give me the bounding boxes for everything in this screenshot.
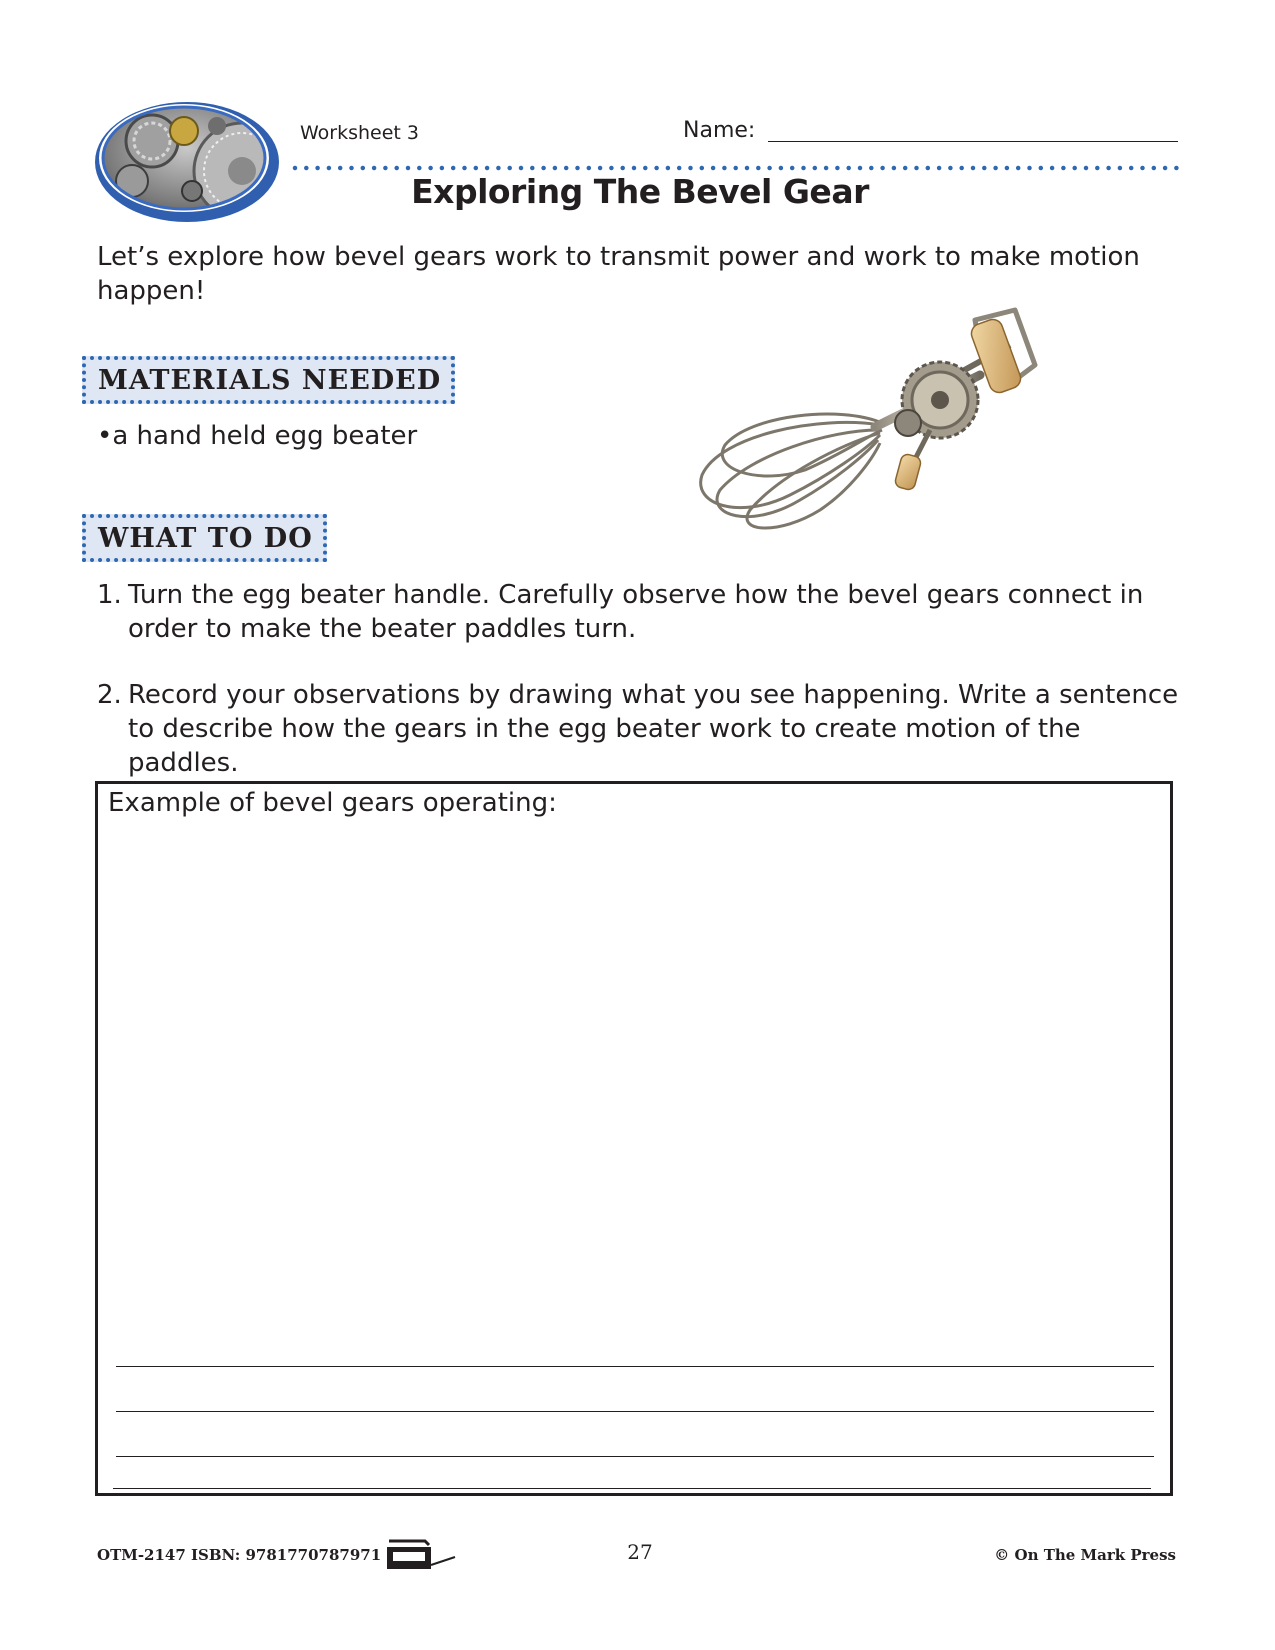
what-to-do-heading: WHAT TO DO xyxy=(82,514,327,562)
name-field[interactable] xyxy=(768,141,1178,142)
name-label: Name: xyxy=(683,118,756,143)
gears-oval-logo-icon xyxy=(92,96,282,226)
publisher-press-icon xyxy=(385,1535,457,1571)
footer-copyright: © On The Mark Press xyxy=(994,1546,1176,1564)
footer-isbn: OTM-2147 ISBN: 9781770787971 xyxy=(97,1546,382,1564)
page-title: Exploring The Bevel Gear xyxy=(411,172,869,211)
worksheet-label: Worksheet 3 xyxy=(300,122,420,144)
dotted-divider xyxy=(292,157,1182,165)
list-item: •a hand held egg beater xyxy=(97,421,418,451)
step-text: Record your observations by drawing what you see happening. Write a sentence to describe how the gears in the egg beater work to create motion of the paddles. xyxy=(128,680,1179,778)
list-item xyxy=(97,678,1187,780)
step-text: Turn the egg beater handle. Carefully observe how the bevel gears connect in order to make the beater paddles turn. xyxy=(128,580,1144,644)
egg-beater-icon xyxy=(680,305,1080,555)
step-number: 1. xyxy=(97,580,122,610)
writing-line[interactable] xyxy=(116,1411,1154,1412)
writing-line[interactable] xyxy=(116,1366,1154,1367)
page-number: 27 xyxy=(627,1540,653,1564)
writing-line[interactable] xyxy=(113,1488,1151,1489)
intro-text: Let’s explore how bevel gears work to transmit power and work to make motion happen! xyxy=(97,242,1140,306)
drawing-area[interactable] xyxy=(95,781,1173,1496)
drawing-area-label: Example of bevel gears operating: xyxy=(108,788,557,818)
materials-heading: MATERIALS NEEDED xyxy=(82,356,455,404)
step-number: 2. xyxy=(97,680,122,710)
list-item xyxy=(97,578,1187,646)
writing-line[interactable] xyxy=(116,1456,1154,1457)
